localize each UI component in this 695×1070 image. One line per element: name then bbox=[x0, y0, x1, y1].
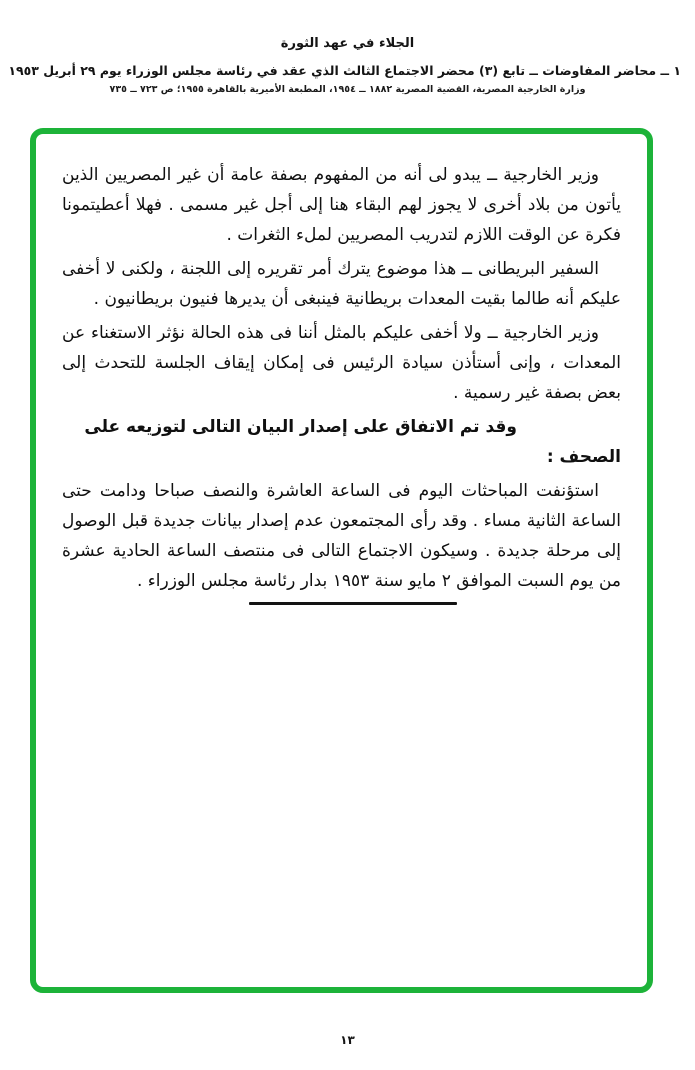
page-header bbox=[0, 0, 695, 95]
paragraph-foreign-minister-2: وزير الخارجية ــ ولا أخفى عليكم بالمثل أننا فى هذه الحالة نؤثر الاستغناء عن المعدات ، وإنى أستأذن سيادة الرئيس فى إمكان إيقاف الجلسة للتحدث إلى بعض بصفة غير رسمية . bbox=[62, 323, 621, 403]
paragraph-press-statement: استؤنفت المباحثات اليوم فى الساعة العاشرة والنصف صباحا ودامت حتى الساعة الثانية مساء . وقد رأى المجتمعون عدم إصدار بيانات جديدة قبل الوصول إلى مرحلة جديدة . وسيكون الاجتماع التالى فى منتصف الساعة الحادية عشرة من يوم السبت الموافق ٢ مايو سنة ١٩٥٣ بدار رئاسة مجلس الوزراء . bbox=[62, 481, 621, 591]
document-frame bbox=[30, 128, 653, 993]
paragraph-statement-intro: وقد تم الاتفاق على إصدار البيان التالى لتوزيعه على الصحف : bbox=[84, 417, 621, 467]
document-body-text bbox=[36, 134, 647, 605]
source-citation: وزارة الخارجية المصرية، القضية المصرية ١٨٨٢ ــ ١٩٥٤، المطبعة الأميرية بالقاهرة ١٩٥٥؛ ص ٧٢٣ ــ ٧٣٥ bbox=[109, 83, 586, 95]
paragraph-british-ambassador: السفير البريطانى ــ هذا موضوع يترك أمر تقريره إلى اللجنة ، ولكنى لا أخفى عليكم أنه طالما بقيت المعدات بريطانية فينبغى أن يديرها فنيون بريطانيون . bbox=[62, 259, 621, 309]
paragraph-foreign-minister-1: وزير الخارجية ــ يبدو لى أنه من المفهوم بصفة عامة أن غير المصريين الذين يأتون من بلاد أخرى لا يجوز لهم البقاء هنا إلى أجل غير مسمى . فهلا أعطيتمونا فكرة عن الوقت اللازم لتدريب المصريين لملء الثغرات . bbox=[62, 165, 621, 245]
page-number: ١٣ bbox=[340, 1033, 355, 1047]
book-title: الجلاء في عهد الثورة bbox=[280, 36, 415, 51]
end-of-text-divider bbox=[249, 602, 457, 605]
section-heading: ١ ــ محاضر المفاوضات ــ تابع (٣) محضر الاجتماع الثالث الذي عقد في رئاسة مجلس الوزراء يوم ٢٩ أبريل ١٩٥٣ bbox=[8, 63, 681, 78]
